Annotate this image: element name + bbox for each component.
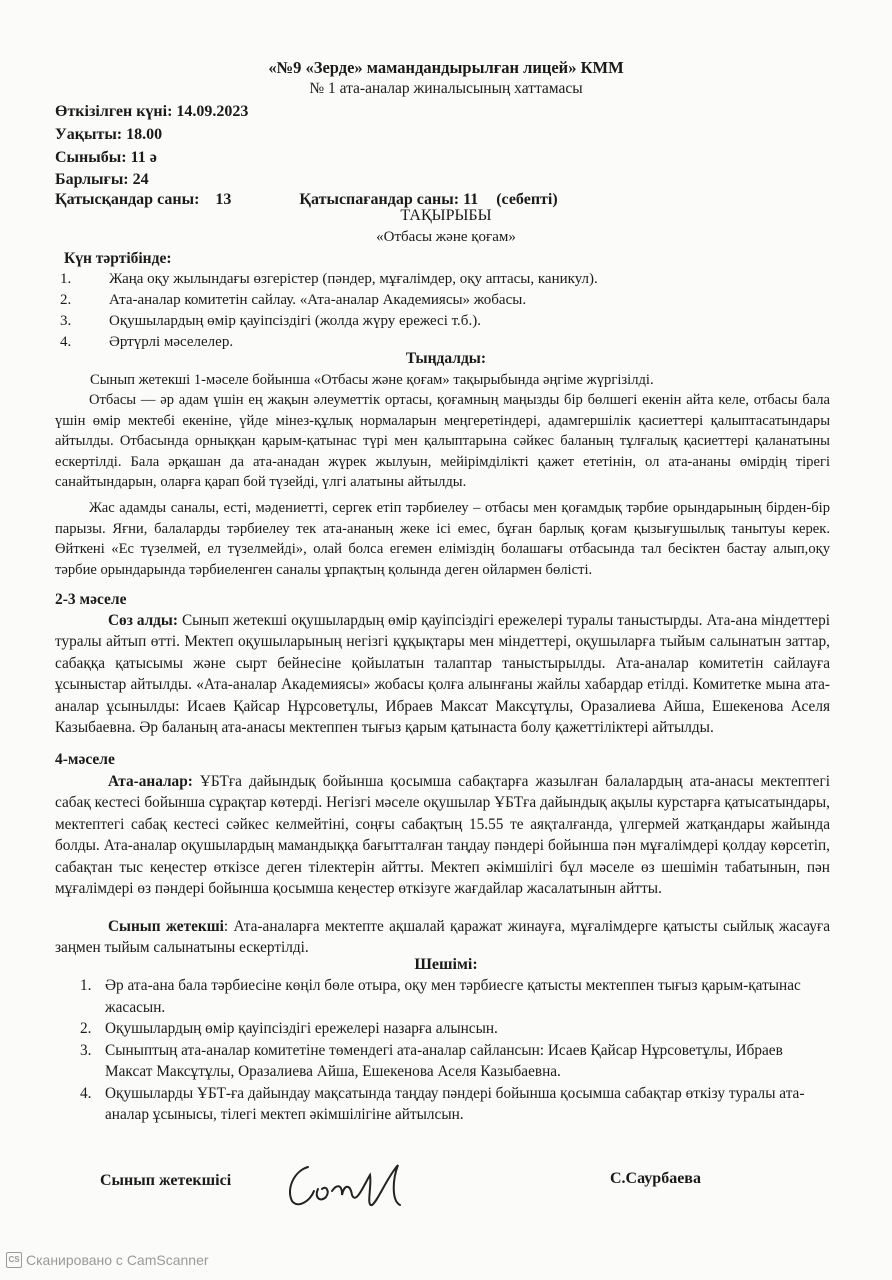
item-text: Оқушылардың өмір қауіпсіздігі ережелері назарға алынсын. xyxy=(105,1020,498,1037)
speaker-label: Сынып жетекші xyxy=(108,918,224,935)
item-number: 4. xyxy=(60,334,72,350)
item-number: 1. xyxy=(60,271,72,287)
section-23-body xyxy=(55,610,830,738)
present-label: Қатысқандар саны: xyxy=(55,191,200,208)
camscanner-icon: CS xyxy=(6,1252,22,1268)
section-4-body xyxy=(55,771,830,899)
agenda-list xyxy=(60,269,598,353)
absent-note: (себепті) xyxy=(496,191,558,208)
meta-total: Барлығы: 24 xyxy=(55,171,149,188)
item-number: 4. xyxy=(80,1084,92,1102)
section-23-heading: 2-3 мәселе xyxy=(55,591,127,608)
item-text: Әртүрлі мәселелер. xyxy=(109,334,234,350)
section-text: : Ата-аналарға мектепте ақшалай қаражат жинауға, мұғалімдерге қатысты сыйлық жасауға заңмен тыйым салынатыны ескертілді. xyxy=(55,918,830,957)
meta-time: Уақыты: 18.00 xyxy=(55,126,163,143)
meta-class: Сыныбы: 11 ә xyxy=(55,149,157,166)
item-number: 3. xyxy=(60,313,72,329)
present-value: 13 xyxy=(215,191,232,208)
item-number: 1. xyxy=(80,977,92,994)
item-number: 2. xyxy=(80,1020,92,1037)
signature-label: Сынып жетекшісі xyxy=(100,1172,232,1189)
document-title: «№9 «Зерде» мамандандырылған лицей» КММ xyxy=(268,58,624,77)
item-text: Сыныптың ата-аналар комитетіне төмендегі ата-аналар сайлансын: Исаев Қайсар Нұрсоветұлы, Ибраев Максат Максұтұлы, Оразалиева Айша, Ешекенова Аселя Казыбаевна. xyxy=(105,1041,783,1080)
speaker-label: Ата-аналар: xyxy=(108,773,193,790)
heard-paragraph-3: Жас адамды саналы, есті, мәдениетті, сергек етіп тәрбиелеу – отбасы мен қоғамдық тәрбие орындарының бірден-бір парызы. Яғни, балаларды тәрбиелеу тек ата-ананың жеке ісі емес, бұған барлық қоғам қызығушылық танытуы керек. Өйткені «Ес түзелмей, ел түзелмейді», олай болса егемен еліміздің болашағы отбасында тал бесіктен бастау алып,оқу тәрбие орындарында тәрбиеленген саналы ұрпақтың қолында деген ойлармен бөлісті. xyxy=(55,500,830,578)
speaker-label: Сөз алды: xyxy=(108,612,178,629)
item-text: Оқушыларды ҰБТ-ға дайындау мақсатында таңдау пәндері бойынша қосымша сабақтар өткізу туралы ата-аналар ұсынысы, тілегі мектеп әкімшілігіне айтылсын. xyxy=(105,1084,805,1123)
list-item xyxy=(60,311,598,332)
item-text: Ата-аналар комитетін сайлау. «Ата-аналар Академиясы» жобасы. xyxy=(109,292,527,308)
document-subtitle: № 1 ата-аналар жиналысының хаттамасы xyxy=(309,80,583,97)
list-item xyxy=(60,290,598,311)
topic-heading: ТАҚЫРЫБЫ xyxy=(400,207,492,224)
list-item xyxy=(60,269,598,290)
topic-name: «Отбасы және қоғам» xyxy=(376,229,516,245)
item-text: Оқушылардың өмір қауіпсіздігі (жолда жүру ережесі т.б.). xyxy=(109,313,481,329)
heard-paragraph-1: Сынып жетекші 1-мәселе бойынша «Отбасы және қоғам» тақырыбында әңгіме жүргізілді. xyxy=(90,372,654,388)
agenda-heading: Күн тәртібінде: xyxy=(64,250,172,267)
item-number: 2. xyxy=(60,292,72,308)
list-item xyxy=(80,1040,832,1083)
item-number: 3. xyxy=(80,1041,92,1059)
scanner-watermark xyxy=(6,1252,209,1268)
heard-heading: Тыңдалды: xyxy=(405,350,487,367)
section-4-body-2 xyxy=(55,916,830,959)
decision-heading: Шешімі: xyxy=(414,956,478,973)
heard-paragraph-2: Отбасы — әр адам үшін ең жақын әлеуметтік ортасы, қоғамның маңызды бір бөлшегі екенін айта келе, отбасы бала үшін өмір мектебі екеніне, үйде мінез-құлық нормаларын меңгеретіндері, адамгершілік қасиеттері қалыптасатындары айтылды. Отбасында орныққан қарым-қатынас түрі мен қалыптарына сәйкес баланың тұлғалық қасиеттері қаланатыны ескертілді. Бала әрқашан да ата-анадан жүрек жылуын, мейірімділікті қажет ететінін, ол ата-ананы өмірдің тірегі санайтындарын, оларға қарап бой түзейді, үлгі алатыны айтылды. xyxy=(55,392,830,490)
list-item xyxy=(80,1018,832,1040)
signatory-name: С.Саурбаева xyxy=(610,1170,701,1187)
meta-date: Өткізілген күні: 14.09.2023 xyxy=(55,103,249,120)
list-item xyxy=(80,975,832,1018)
item-text: Жаңа оқу жылындағы өзгерістер (пәндер, мұғалімдер, оқу аптасы, каникул). xyxy=(109,271,598,287)
decision-list xyxy=(80,975,832,1126)
absent-count: Қатыспағандар саны: 11 xyxy=(299,191,479,208)
section-text: ҰБТға дайындық бойынша қосымша сабақтарға жазылған балалардың ата-анасы мектептегі сабақ кестесі бойынша сұрақтар көтерді. Негізгі мәселе оқушылар ҰБТға дайындық ақылы курстарға қатысатындары, мектептегі сабақ кестесі сәйкес келмейтіні, соңғы сабақтың 15.55 те аяқталғанда, үлгермей жатқандары жайында болды. Ата-аналар оқушылардың мамандыққа бағытталған таңдау пәндері бойынша пән мұғалімдері қолдау көрсетіп, сабақтан тыс кеңестер өткізсе деген тілектерін айтты. Мектеп әкімшілігі бұл мәселе өз шешімін табатынын, пән мұғалімдері өз пәндері бойынша қосымша кеңестер өткізуге жағдайлар жасалатынын айтты. xyxy=(55,773,830,898)
section-text: Сынып жетекші оқушылардың өмір қауіпсіздігі ережелері туралы таныстырды. Ата-ана міндеттері туралы айтып өтті. Мектеп оқушыларының негізгі құқықтары мен міндеттері, оқушыларға тыйым салынатын заттар, сабаққа қатысымы және сырт бейнесіне қойылатын талаптар таныстырылды. Ата-аналар комитетін сайлауға ұсыныстар айтылды. «Ата-аналар Академиясы» жобасы қолға алынғаны жайлы хабардар етілді. Комитетке мына ата-аналар ұсынылды: Исаев Қайсар Нұрсоветұлы, Ибраев Максат Максұтұлы, Оразалиева Айша, Ешекенова Аселя Казыбаевна. Әр баланың ата-анасы мектеппен тығыз қарым қатынаста болу қажеттіліктері айтылды. xyxy=(55,612,830,737)
section-4-heading: 4-мәселе xyxy=(55,751,115,768)
list-item xyxy=(80,1083,832,1126)
watermark-text: Сканировано с CamScanner xyxy=(26,1252,209,1268)
handwritten-signature xyxy=(280,1145,430,1215)
item-text: Әр ата-ана бала тәрбиесіне көңіл бөле отыра, оқу мен тәрбиесге қатысты мектеппен тығыз қарым-қатынас жасасын. xyxy=(105,977,801,1016)
